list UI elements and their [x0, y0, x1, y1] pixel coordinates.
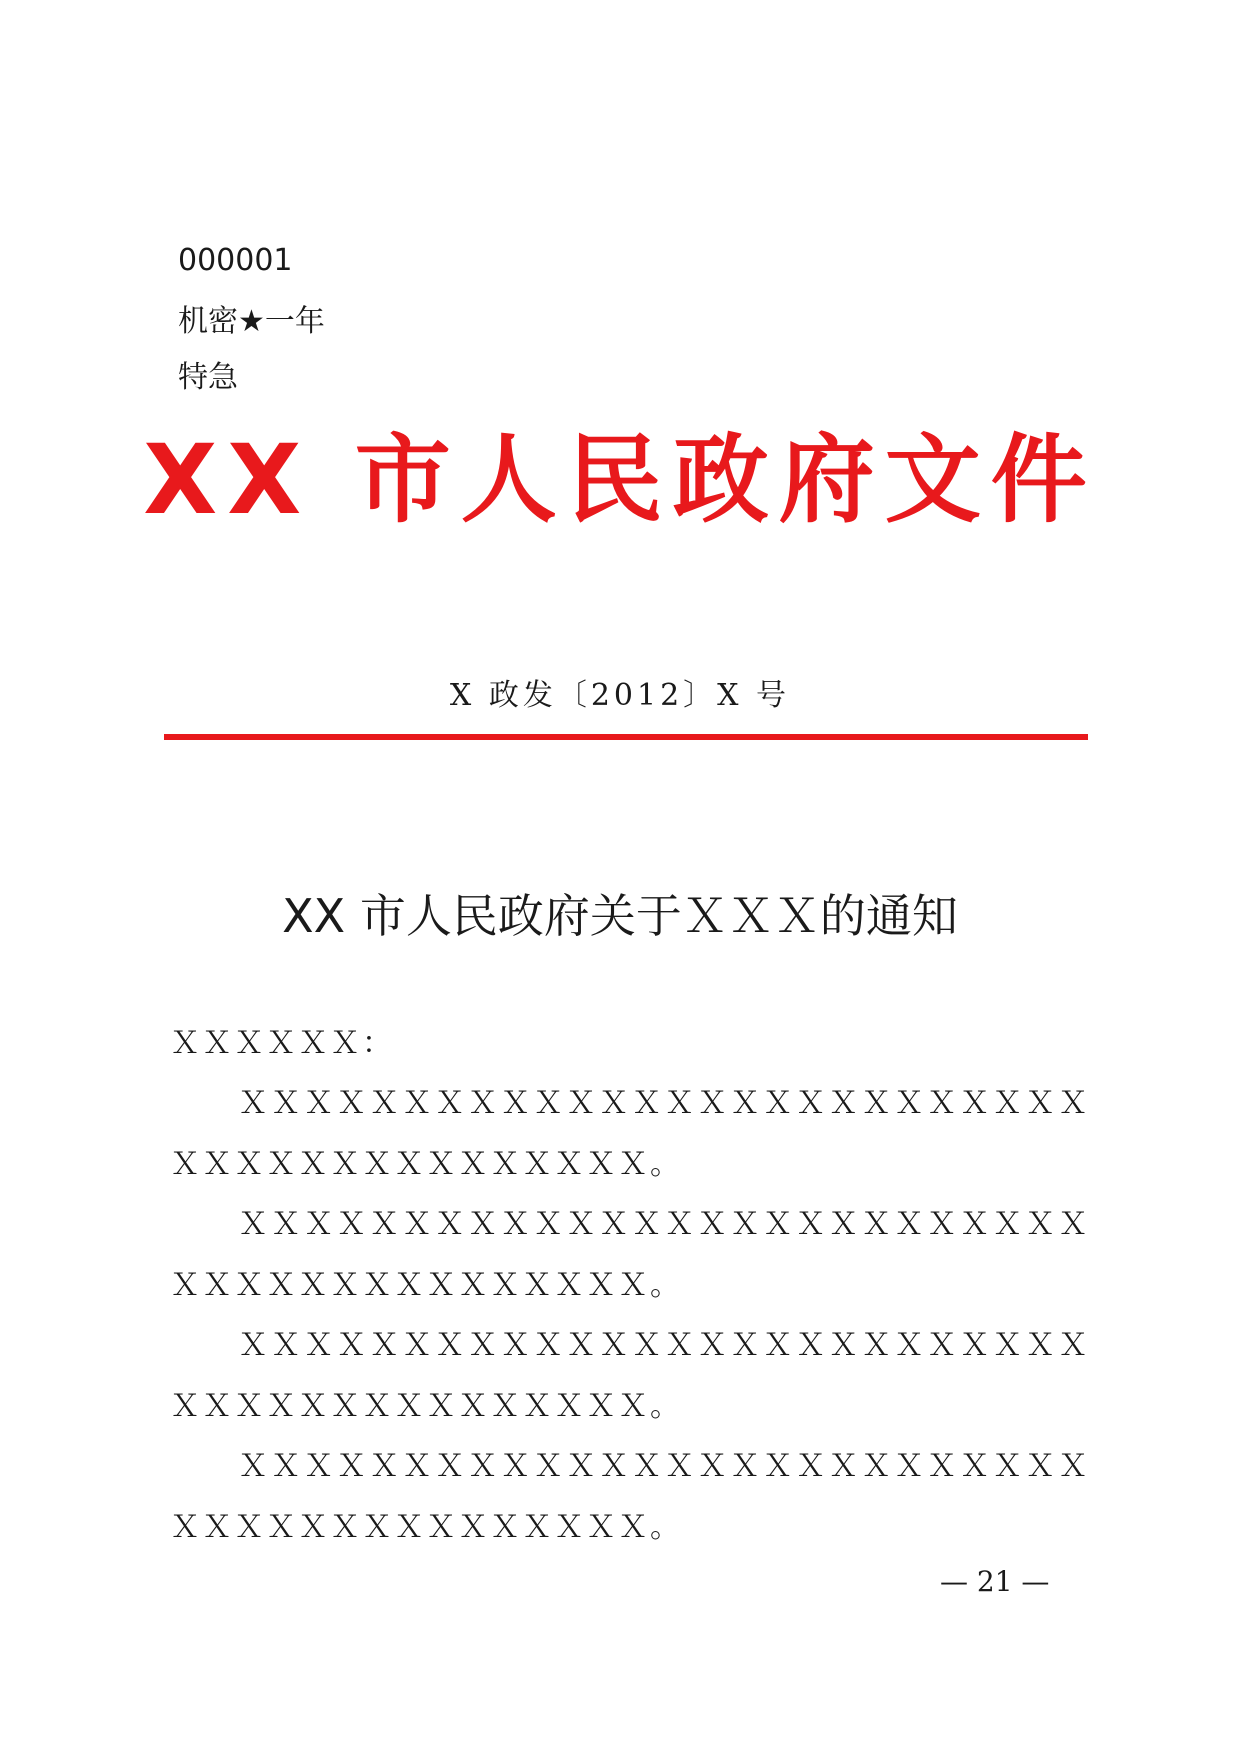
paragraph-2-line-1: ＸＸＸＸＸＸＸＸＸＸＸＸＸＸＸＸＸＸＸＸＸＸＸＸＸＸ: [238, 1207, 1088, 1242]
document-title: XX 市人民政府关于ＸＸＸ的通知: [282, 889, 958, 943]
paragraph-4-line-1: ＸＸＸＸＸＸＸＸＸＸＸＸＸＸＸＸＸＸＸＸＸＸＸＸＸＸ: [238, 1449, 1088, 1484]
page-number: — 21 —: [940, 1565, 1050, 1598]
paragraph-4-line-2: ＸＸＸＸＸＸＸＸＸＸＸＸＸＸＸ。: [170, 1510, 682, 1545]
paragraph-3-line-1: ＸＸＸＸＸＸＸＸＸＸＸＸＸＸＸＸＸＸＸＸＸＸＸＸＸＸ: [238, 1328, 1088, 1363]
masthead-title: XX 市人民政府文件: [143, 424, 1097, 536]
urgency-level: 特急: [178, 360, 238, 395]
serial-number: 000001: [178, 243, 293, 278]
paragraph-2-line-2: ＸＸＸＸＸＸＸＸＸＸＸＸＸＸＸ。: [170, 1268, 682, 1303]
paragraph-3-line-2: ＸＸＸＸＸＸＸＸＸＸＸＸＸＸＸ。: [170, 1389, 682, 1424]
paragraph-1-line-1: ＸＸＸＸＸＸＸＸＸＸＸＸＸＸＸＸＸＸＸＸＸＸＸＸＸＸ: [238, 1086, 1088, 1121]
secrecy-level: 机密★一年: [178, 304, 325, 339]
document-number: X 政发〔2012〕X 号: [449, 678, 791, 713]
paragraph-1-line-2: ＸＸＸＸＸＸＸＸＸＸＸＸＸＸＸ。: [170, 1147, 682, 1182]
red-separator-line: [164, 734, 1088, 740]
addressee: ＸＸＸＸＸＸ：: [170, 1026, 394, 1061]
